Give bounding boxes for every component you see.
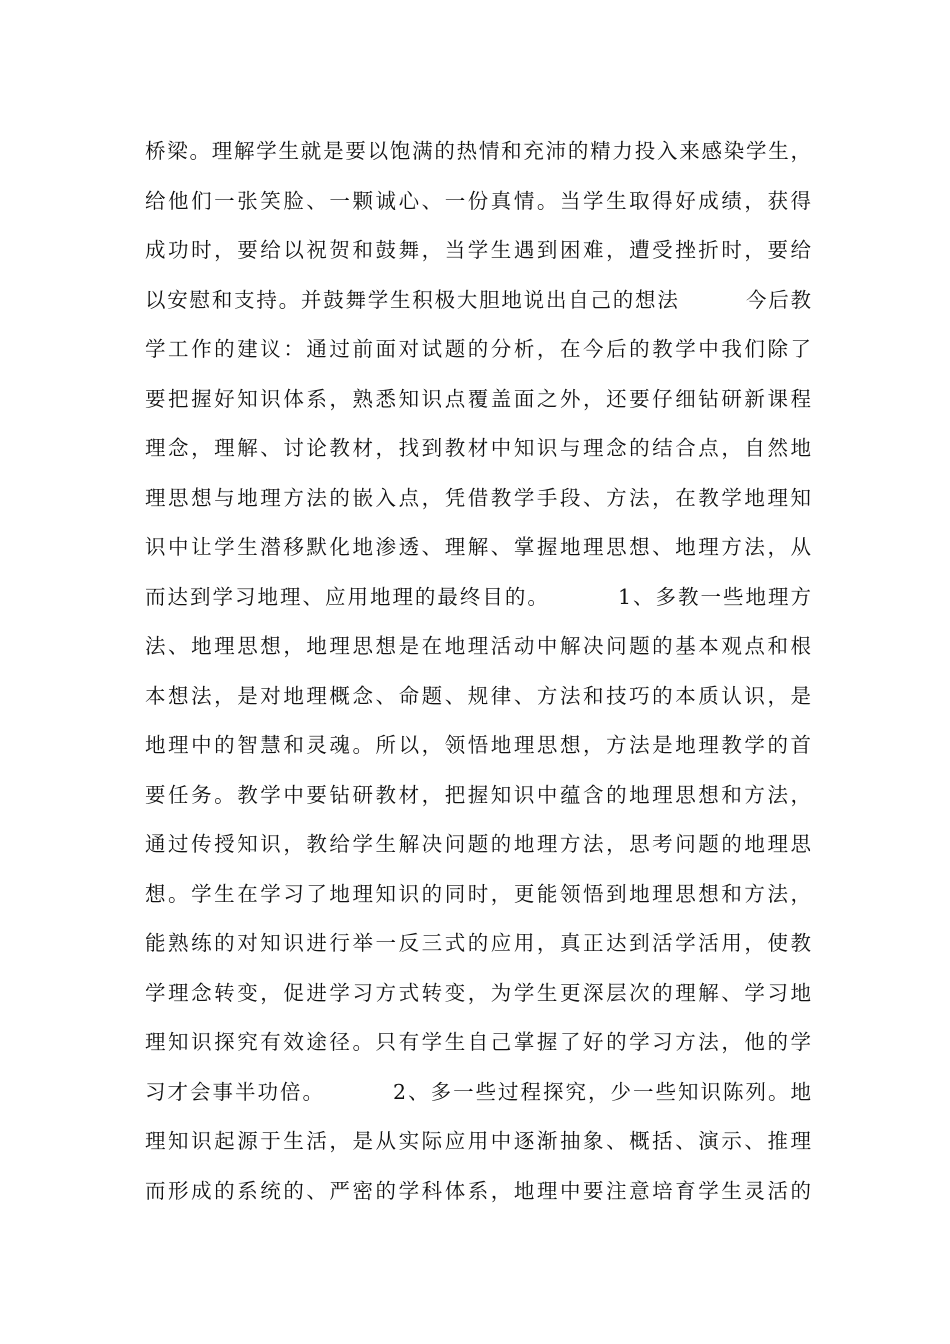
text-line: 要把握好知识体系，熟悉知识点覆盖面之外，还要仔细钻研新课程 (145, 386, 811, 411)
text-line: 学工作的建议：通过前面对试题的分析，在今后的教学中我们除了 (145, 337, 811, 361)
text-line: 成功时，要给以祝贺和鼓舞，当学生遇到困难，遭受挫折时，要给 (145, 238, 811, 262)
text-line: 习才会事半功倍。 2、多一些过程探究，少一些知识陈列。地 (145, 1079, 811, 1104)
text-line: 而形成的系统的、严密的学科体系，地理中要注意培育学生灵活的 (145, 1178, 811, 1203)
text-line: 识中让学生潜移默化地渗透、理解、掌握地理思想、地理方法，从 (145, 535, 811, 559)
text-line: 能熟练的对知识进行举一反三式的应用，真正达到活学活用，使教 (145, 931, 811, 955)
text-line: 理知识探究有效途径。只有学生自己掌握了好的学习方法，他的学 (145, 1030, 811, 1054)
text-line: 理念，理解、讨论教材，找到教材中知识与理念的结合点，自然地 (145, 436, 811, 460)
text-line: 理知识起源于生活，是从实际应用中逐渐抽象、概括、演示、推理 (145, 1129, 811, 1153)
text-line: 学理念转变，促进学习方式转变，为学生更深层次的理解、学习地 (145, 980, 811, 1005)
text-line: 想。学生在学习了地理知识的同时，更能领悟到地理思想和方法， (145, 881, 811, 906)
text-line: 通过传授知识，教给学生解决问题的地理方法，思考问题的地理思 (145, 832, 811, 856)
text-line: 理思想与地理方法的嵌入点，凭借教学手段、方法，在教学地理知 (145, 485, 811, 510)
text-line: 要任务。教学中要钻研教材，把握知识中蕴含的地理思想和方法， (145, 782, 811, 807)
text-line: 给他们一张笑脸、一颗诚心、一份真情。当学生取得好成绩，获得 (145, 188, 811, 213)
text-line: 本想法，是对地理概念、命题、规律、方法和技巧的本质认识，是 (145, 683, 811, 708)
text-line: 法、地理思想，地理思想是在地理活动中解决问题的基本观点和根 (145, 634, 811, 658)
text-line: 以安慰和支持。并鼓舞学生积极大胆地说出自己的想法 今后教 (145, 287, 811, 312)
text-line: 而达到学习地理、应用地理的最终目的。 1、多教一些地理方 (145, 584, 811, 609)
body-text (145, 127, 811, 1216)
text-line: 桥梁。理解学生就是要以饱满的热情和充沛的精力投入来感染学生， (145, 139, 811, 163)
text-line: 地理中的智慧和灵魂。所以，领悟地理思想，方法是地理教学的首 (145, 733, 811, 757)
